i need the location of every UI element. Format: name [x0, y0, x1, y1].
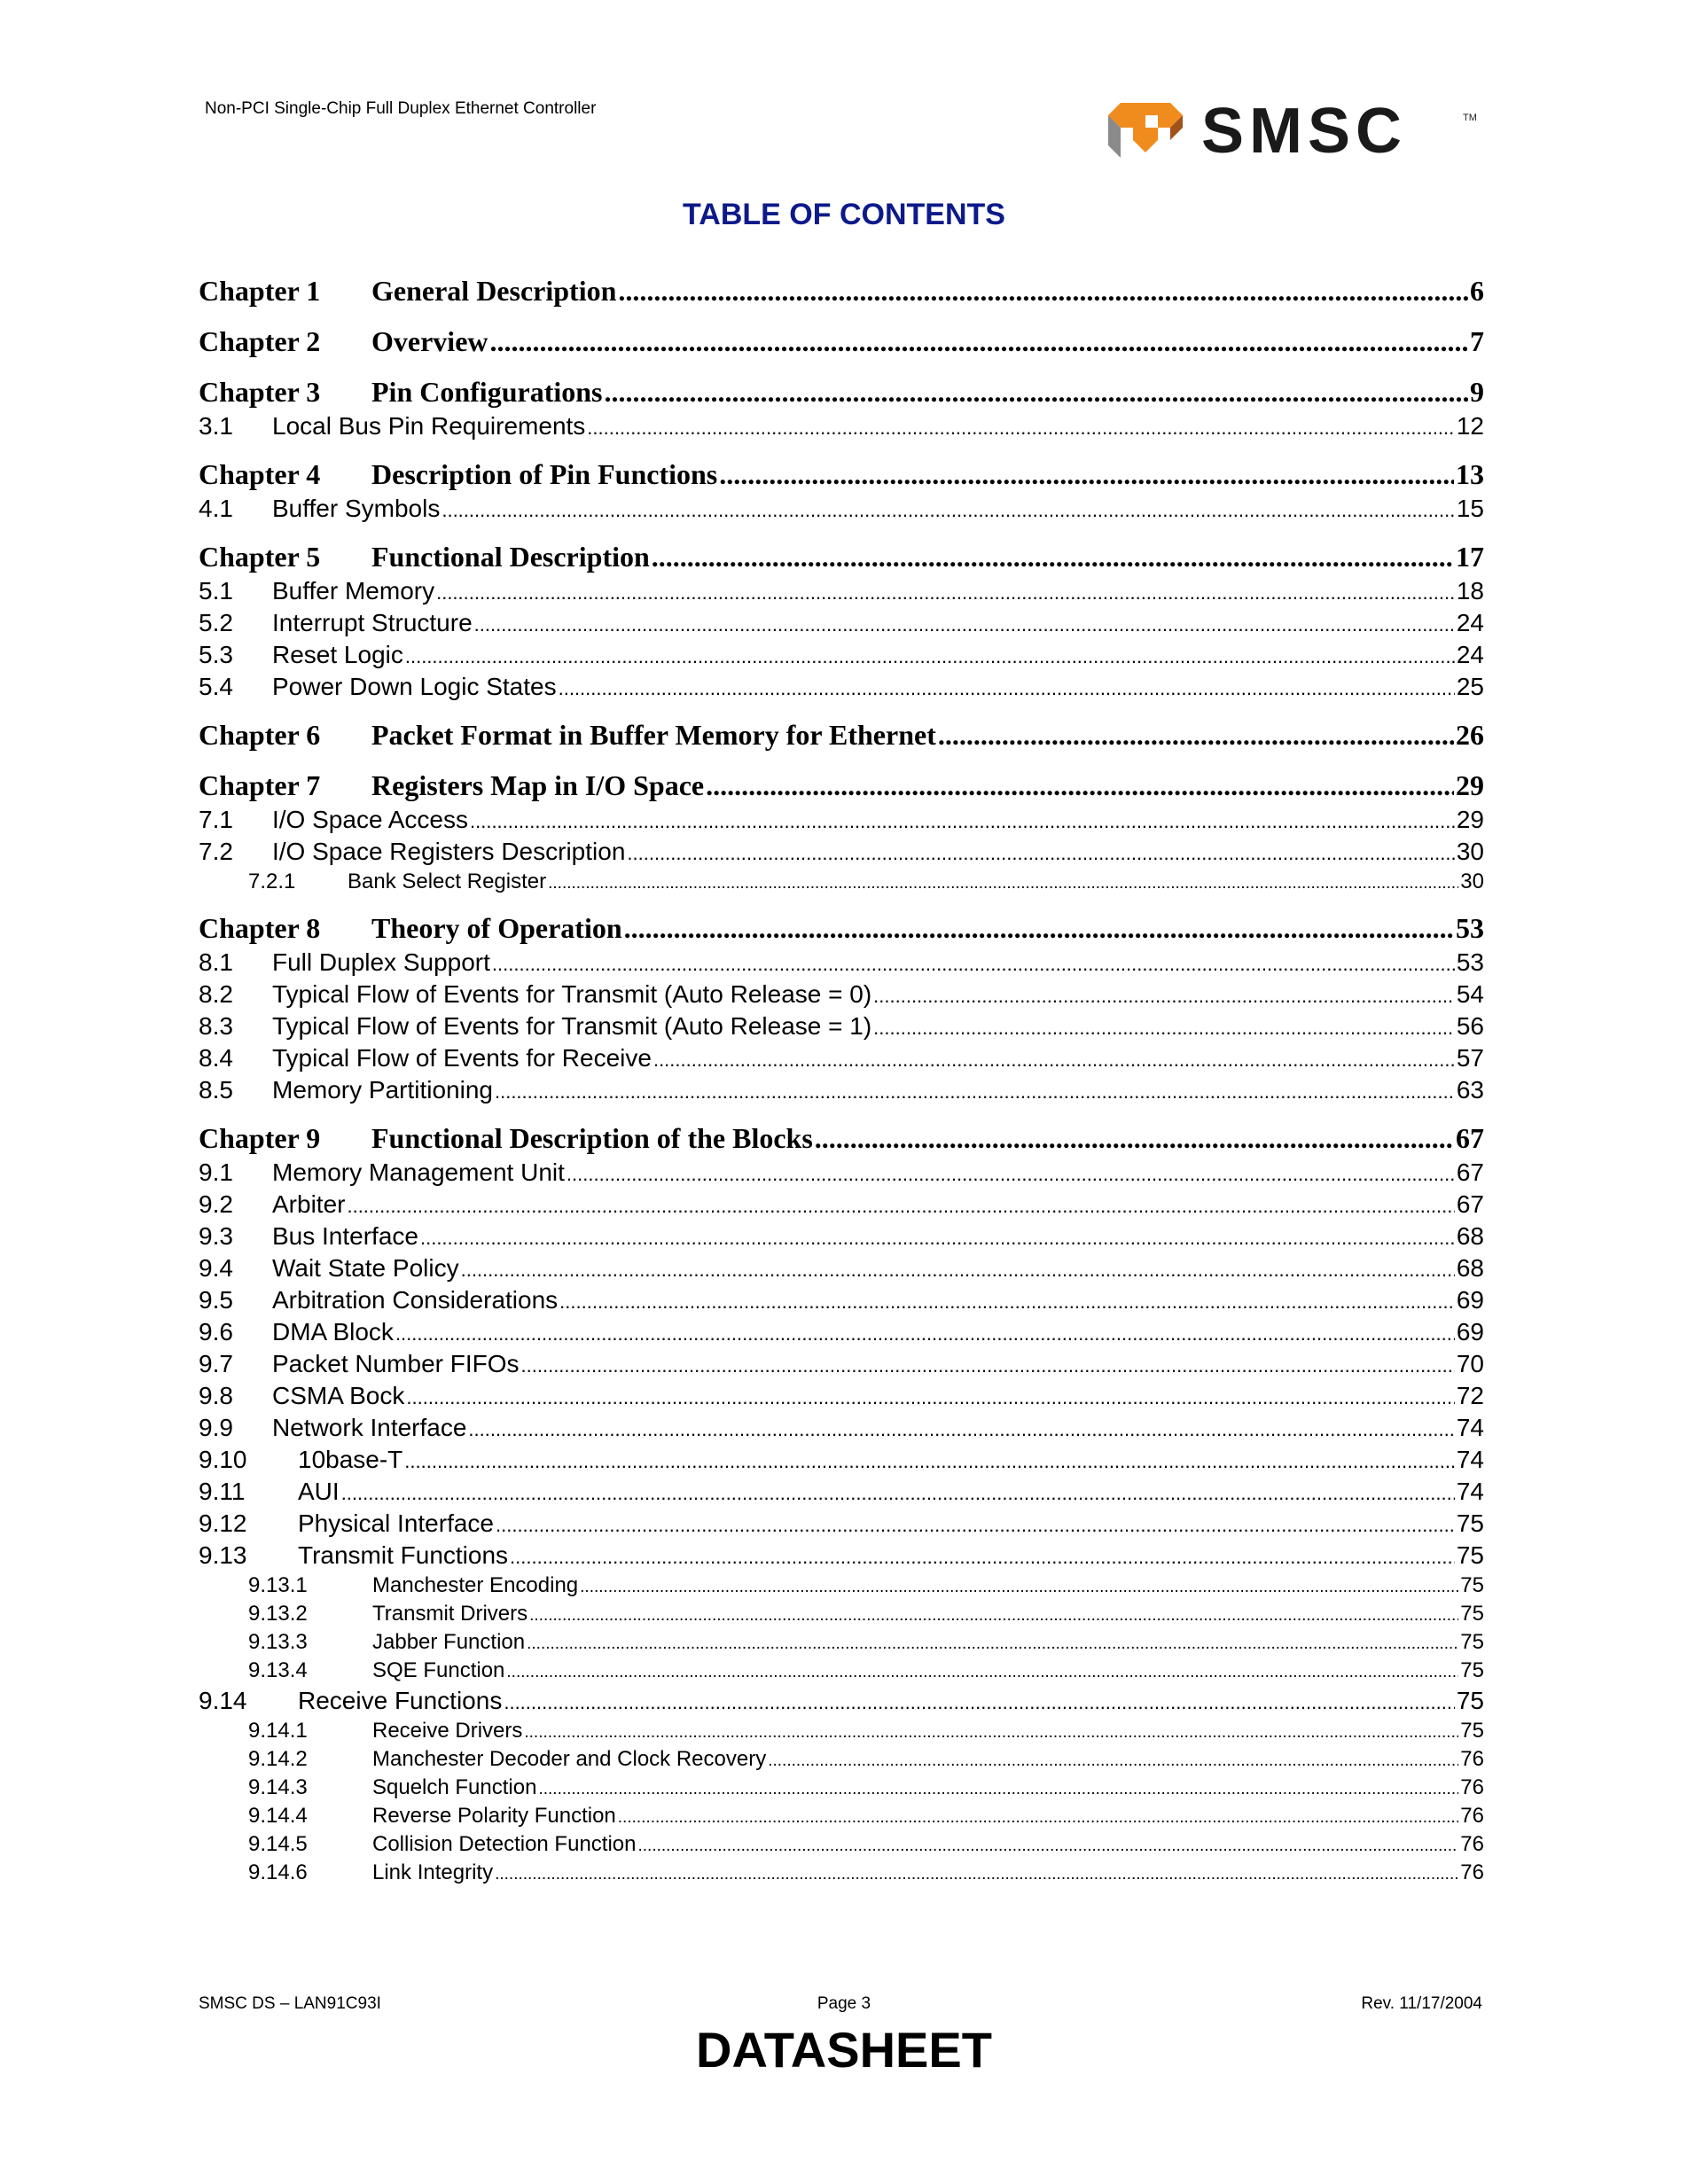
toc-dot-leader	[504, 1691, 1455, 1714]
toc-entry-number: 9.14.2	[248, 1747, 308, 1771]
toc-entry-title: Transmit Functions	[298, 1541, 509, 1569]
toc-entry-page: 76	[1460, 1747, 1484, 1771]
toc-dot-leader	[395, 1322, 1455, 1346]
toc-entry-number: 9.9	[199, 1414, 233, 1441]
toc-dot-leader	[938, 719, 1454, 752]
toc-entry-number: Chapter 4	[199, 458, 321, 490]
toc-entry-number: 9.14	[199, 1687, 247, 1714]
toc-entry-number: 9.6	[199, 1318, 233, 1346]
smsc-logo-text: SMSC	[1201, 96, 1408, 167]
toc-entry-page: 57	[1456, 1044, 1484, 1072]
toc-dot-leader	[506, 1663, 1458, 1682]
toc-dot-leader	[768, 1751, 1458, 1771]
toc-chapter-entry[interactable]	[199, 912, 1484, 948]
toc-entry-page: 76	[1460, 1804, 1484, 1828]
toc-entry-number: 9.13.1	[248, 1573, 308, 1597]
toc-entry[interactable]	[199, 1478, 1484, 1509]
toc-entry-number: 9.14.4	[248, 1804, 308, 1828]
toc-entry-title: SQE Function	[372, 1658, 505, 1682]
toc-entry-page: 74	[1456, 1414, 1484, 1441]
toc-entry-page: 13	[1456, 458, 1484, 490]
toc-entry-page: 69	[1456, 1318, 1484, 1346]
toc-entry-title: Power Down Logic States	[272, 673, 557, 700]
toc-entry-number: 9.5	[199, 1286, 233, 1314]
toc-dot-leader	[492, 953, 1455, 976]
toc-dot-leader	[510, 1546, 1455, 1569]
toc-entry-number: 9.11	[199, 1478, 246, 1505]
toc-entry[interactable]	[199, 577, 1484, 609]
toc-entry-title: Wait State Policy	[272, 1254, 459, 1282]
toc-entry-page: 53	[1456, 948, 1484, 976]
toc-entry-page: 75	[1456, 1541, 1484, 1569]
toc-entry-number: 9.13.2	[248, 1602, 308, 1626]
toc-dot-leader	[468, 1418, 1454, 1441]
toc-entry-number: Chapter 9	[199, 1122, 321, 1154]
toc-dot-leader	[347, 1195, 1454, 1218]
toc-entry-number: 8.5	[199, 1076, 233, 1104]
toc-entry[interactable]	[199, 1350, 1484, 1382]
toc-dot-leader	[461, 1259, 1455, 1282]
toc-entry[interactable]	[199, 673, 1484, 705]
toc-entry-title: Physical Interface	[298, 1509, 494, 1537]
toc-dot-leader	[604, 376, 1468, 409]
toc-entry-number: 9.13.3	[248, 1630, 308, 1654]
toc-dot-leader	[624, 912, 1454, 945]
toc-entry[interactable]	[199, 1446, 1484, 1478]
toc-entry-page: 75	[1456, 1687, 1484, 1714]
toc-entry-page: 76	[1460, 1860, 1484, 1884]
toc-entry[interactable]	[199, 1775, 1484, 1804]
toc-dot-leader	[474, 613, 1455, 636]
toc-entry-number: 7.2.1	[248, 870, 296, 893]
toc-entry-title: AUI	[298, 1478, 340, 1505]
toc-dot-leader	[420, 1227, 1455, 1250]
toc-entry[interactable]	[199, 1573, 1484, 1602]
toc-entry-title: Collision Detection Function	[372, 1832, 637, 1856]
toc-entry-number: 7.1	[199, 806, 233, 833]
toc-entry-page: 24	[1456, 641, 1484, 668]
toc-entry[interactable]	[199, 1044, 1484, 1076]
toc-entry-number: 9.12	[199, 1509, 247, 1537]
toc-entry[interactable]	[199, 838, 1484, 870]
toc-entry-title: Functional Description of the Blocks	[371, 1122, 813, 1154]
footer-doc-id: SMSC DS – LAN91C93I	[199, 1994, 381, 2013]
toc-entry[interactable]	[199, 609, 1484, 641]
toc-entry[interactable]	[199, 1414, 1484, 1446]
toc-entry-page: 69	[1456, 1286, 1484, 1314]
toc-entry-page: 68	[1456, 1222, 1484, 1250]
toc-dot-leader	[587, 417, 1455, 440]
toc-entry[interactable]	[199, 806, 1484, 838]
toc-entry-number: Chapter 6	[199, 719, 321, 751]
toc-entry-title: Network Interface	[272, 1414, 467, 1441]
toc-dot-leader	[442, 499, 1455, 522]
toc-entry-title: Theory of Operation	[371, 912, 622, 944]
toc-entry-title: Memory Partitioning	[272, 1076, 493, 1104]
toc-dot-leader	[559, 677, 1455, 700]
toc-entry-number: 9.10	[199, 1446, 247, 1473]
toc-chapter-entry[interactable]	[199, 1122, 1484, 1158]
toc-entry-title: Typical Flow of Events for Transmit (Auto Release = 1)	[272, 1012, 872, 1040]
toc-entry[interactable]	[199, 1158, 1484, 1190]
toc-entry-title: Pin Configurations	[371, 376, 603, 408]
toc-entry-page: 75	[1460, 1658, 1484, 1682]
toc-dot-leader	[529, 1606, 1458, 1626]
toc-entry-page: 63	[1456, 1076, 1484, 1104]
toc-entry-page: 25	[1456, 673, 1484, 700]
toc-entry-number: 9.13.4	[248, 1658, 308, 1682]
toc-entry-page: 67	[1456, 1190, 1484, 1218]
toc-entry-page: 9	[1470, 376, 1484, 408]
toc-chapter-entry[interactable]	[199, 325, 1484, 362]
toc-dot-leader	[521, 1354, 1455, 1377]
toc-entry-number: Chapter 8	[199, 912, 321, 944]
toc-entry-title: I/O Space Access	[272, 806, 468, 833]
toc-entry[interactable]	[199, 1804, 1484, 1832]
toc-entry-title: Functional Description	[371, 541, 650, 573]
toc-entry-page: 74	[1456, 1478, 1484, 1505]
toc-dot-leader	[496, 1514, 1455, 1537]
toc-entry-title: Manchester Decoder and Clock Recovery	[372, 1747, 767, 1771]
toc-entry-title: Overview	[371, 325, 488, 357]
toc-entry[interactable]	[199, 412, 1484, 444]
toc-entry-page: 76	[1460, 1832, 1484, 1856]
toc-chapter-entry[interactable]	[199, 769, 1484, 806]
toc-entry-title: Packet Format in Buffer Memory for Ethernet	[371, 719, 936, 751]
toc-dot-leader	[618, 275, 1468, 308]
toc-entry[interactable]	[199, 1602, 1484, 1630]
toc-entry[interactable]	[199, 1687, 1484, 1719]
toc-entry[interactable]	[199, 1860, 1484, 1889]
toc-entry-title: Receive Drivers	[372, 1719, 523, 1743]
toc-entry-page: 75	[1460, 1719, 1484, 1743]
toc-entry-number: 9.7	[199, 1350, 233, 1377]
toc-entry-page: 75	[1456, 1509, 1484, 1537]
toc-entry-page: 54	[1456, 980, 1484, 1008]
toc-entry-title: Arbitration Considerations	[272, 1286, 559, 1314]
toc-entry-number: 9.8	[199, 1382, 233, 1409]
toc-entry[interactable]	[199, 1254, 1484, 1286]
toc-entry[interactable]	[199, 980, 1484, 1012]
toc-dot-leader	[627, 842, 1454, 865]
toc-entry-title: Typical Flow of Events for Receive	[272, 1044, 652, 1072]
toc-dot-leader	[873, 985, 1455, 1008]
toc-entry[interactable]	[199, 948, 1484, 980]
toc-dot-leader	[580, 1578, 1458, 1597]
toc-chapter-entry[interactable]	[199, 541, 1484, 577]
toc-entry-title: Jabber Function	[372, 1630, 526, 1654]
toc-entry-page: 70	[1456, 1350, 1484, 1377]
toc-entry-title: Full Duplex Support	[272, 948, 490, 976]
toc-entry-title: Local Bus Pin Requirements	[272, 412, 586, 440]
toc-entry-page: 18	[1456, 577, 1484, 604]
toc-dot-leader	[527, 1634, 1458, 1654]
toc-entry-page: 76	[1460, 1775, 1484, 1799]
toc-entry[interactable]	[199, 1318, 1484, 1350]
toc-dot-leader	[524, 1723, 1458, 1743]
toc-entry-page: 6	[1470, 275, 1484, 307]
toc-entry[interactable]	[199, 870, 1484, 898]
toc-heading: TABLE OF CONTENTS	[683, 198, 1005, 231]
toc-entry-page: 7	[1470, 325, 1484, 357]
toc-entry-title: Manchester Encoding	[372, 1573, 579, 1597]
toc-chapter-entry[interactable]	[199, 275, 1484, 311]
toc-dot-leader	[719, 458, 1454, 491]
toc-dot-leader	[618, 1808, 1459, 1828]
toc-dot-leader	[436, 581, 1455, 604]
toc-entry-number: 9.2	[199, 1190, 233, 1218]
toc-entry[interactable]	[199, 1076, 1484, 1108]
footer-datasheet-mark: DATASHEET	[696, 2022, 992, 2078]
toc-entry-number: Chapter 5	[199, 541, 321, 573]
toc-entry-title: Squelch Function	[372, 1775, 537, 1799]
toc-entry-title: Buffer Symbols	[272, 495, 441, 522]
toc-dot-leader	[559, 1291, 1455, 1314]
toc-entry-page: 17	[1456, 541, 1484, 573]
toc-entry[interactable]	[199, 1719, 1484, 1747]
toc-entry-number: 9.14.3	[248, 1775, 308, 1799]
toc-dot-leader	[653, 1049, 1455, 1072]
toc-entry-title: I/O Space Registers Description	[272, 838, 626, 865]
toc-entry-title: 10base-T	[298, 1446, 403, 1473]
toc-entry-number: 8.1	[199, 948, 233, 976]
toc-entry[interactable]	[199, 1747, 1484, 1775]
toc-entry[interactable]	[199, 1222, 1484, 1254]
toc-dot-leader	[341, 1482, 1455, 1505]
toc-entry-number: 9.14.1	[248, 1719, 308, 1743]
toc-entry-page: 30	[1456, 838, 1484, 865]
toc-entry-number: 9.13	[199, 1541, 247, 1569]
toc-entry-page: 56	[1456, 1012, 1484, 1040]
toc-entry-number: 9.4	[199, 1254, 233, 1282]
toc-entry-number: Chapter 3	[199, 376, 321, 408]
toc-entry-page: 24	[1456, 609, 1484, 636]
toc-entry-page: 53	[1456, 912, 1484, 944]
toc-entry-page: 72	[1456, 1382, 1484, 1409]
toc-dot-leader	[637, 1837, 1458, 1856]
toc-entry-number: 8.3	[199, 1012, 233, 1040]
toc-dot-leader	[652, 541, 1454, 573]
toc-entry-page: 67	[1456, 1122, 1484, 1154]
toc-entry[interactable]	[199, 1012, 1484, 1044]
toc-entry-title: Buffer Memory	[272, 577, 435, 604]
toc-entry-title: Interrupt Structure	[272, 609, 473, 636]
toc-entry-title: Packet Number FIFOs	[272, 1350, 520, 1377]
toc-dot-leader	[490, 325, 1469, 358]
toc-entry-title: Transmit Drivers	[372, 1602, 528, 1626]
footer-revision: Rev. 11/17/2004	[1361, 1994, 1482, 2013]
smsc-logo	[1108, 96, 1481, 167]
toc-entry-number: Chapter 1	[199, 275, 321, 307]
toc-entry-number: 9.1	[199, 1158, 233, 1186]
toc-entry[interactable]	[199, 1630, 1484, 1658]
toc-dot-leader	[567, 1163, 1455, 1186]
toc-chapter-entry[interactable]	[199, 458, 1484, 495]
toc-entry[interactable]	[199, 1286, 1484, 1318]
toc-entry-page: 75	[1460, 1630, 1484, 1654]
toc-dot-leader	[405, 645, 1455, 668]
toc-entry-number: 9.14.5	[248, 1832, 308, 1856]
toc-chapter-entry[interactable]	[199, 719, 1484, 755]
toc-entry-page: 15	[1456, 495, 1484, 522]
toc-dot-leader	[873, 1017, 1455, 1040]
toc-entry-page: 68	[1456, 1254, 1484, 1282]
toc-entry-number: 5.3	[199, 641, 233, 668]
toc-entry-title: Receive Functions	[298, 1687, 503, 1714]
toc-dot-leader	[815, 1122, 1454, 1155]
toc-entry-page: 67	[1456, 1158, 1484, 1186]
toc-entry-number: 9.14.6	[248, 1860, 308, 1884]
toc-entry-number: Chapter 7	[199, 769, 321, 801]
toc-entry-page: 30	[1460, 870, 1484, 893]
toc-entry-number: 4.1	[199, 495, 233, 522]
toc-entry[interactable]	[199, 495, 1484, 526]
toc-entry[interactable]	[199, 641, 1484, 673]
toc-dot-leader	[470, 810, 1455, 833]
toc-entry-number: 5.4	[199, 673, 233, 700]
toc-dot-leader	[706, 769, 1454, 802]
toc-entry-page: 75	[1460, 1573, 1484, 1597]
toc-entry-number: 8.4	[199, 1044, 233, 1072]
toc-dot-leader	[548, 874, 1458, 893]
toc-entry-number: 9.3	[199, 1222, 233, 1250]
toc-entry-page: 26	[1456, 719, 1484, 751]
toc-dot-leader	[406, 1386, 1454, 1409]
toc-entry-title: Bank Select Register	[348, 870, 547, 893]
toc-entry-title: Reset Logic	[272, 641, 403, 668]
toc-chapter-entry[interactable]	[199, 376, 1484, 412]
toc-entry-title: CSMA Bock	[272, 1382, 405, 1409]
toc-entry-number: 8.2	[199, 980, 233, 1008]
toc-entry-title: Memory Management Unit	[272, 1158, 565, 1186]
toc-entry-title: Typical Flow of Events for Transmit (Auto Release = 0)	[272, 980, 872, 1008]
smsc-logo-tm: TM	[1463, 113, 1477, 123]
toc-entry-number: Chapter 2	[199, 325, 321, 357]
toc-dot-leader	[495, 1080, 1455, 1104]
toc-entry[interactable]	[199, 1382, 1484, 1414]
toc-entry[interactable]	[199, 1509, 1484, 1541]
toc-entry-page: 29	[1456, 806, 1484, 833]
document-header-title: Non-PCI Single-Chip Full Duplex Ethernet Controller	[205, 99, 597, 118]
toc-entry-title: General Description	[371, 275, 617, 307]
toc-entry-title: Registers Map in I/O Space	[371, 769, 705, 801]
toc-entry-page: 75	[1460, 1602, 1484, 1626]
toc-entry-page: 12	[1456, 412, 1484, 440]
toc-entry[interactable]	[199, 1658, 1484, 1687]
footer-page-number: Page 3	[817, 1994, 871, 2013]
toc-entry-title: Description of Pin Functions	[371, 458, 718, 490]
toc-entry[interactable]	[199, 1832, 1484, 1860]
toc-entry-number: 5.2	[199, 609, 233, 636]
toc-entry-number: 5.1	[199, 577, 233, 604]
toc-entry[interactable]	[199, 1541, 1484, 1573]
toc-entry-number: 7.2	[199, 838, 233, 865]
toc-entry-page: 74	[1456, 1446, 1484, 1473]
toc-entry-title: DMA Block	[272, 1318, 394, 1346]
toc-entry-page: 29	[1456, 769, 1484, 801]
toc-entry-title: Reverse Polarity Function	[372, 1804, 616, 1828]
toc-entry-title: Bus Interface	[272, 1222, 418, 1250]
toc-entry-title: Link Integrity	[372, 1860, 494, 1884]
table-of-contents	[199, 275, 1484, 1889]
smsc-logo-mark	[1108, 103, 1183, 158]
toc-dot-leader	[495, 1865, 1458, 1884]
toc-entry-title: Arbiter	[272, 1190, 346, 1218]
toc-dot-leader	[538, 1780, 1458, 1799]
toc-dot-leader	[404, 1450, 1455, 1473]
toc-entry[interactable]	[199, 1190, 1484, 1222]
toc-entry-number: 3.1	[199, 412, 233, 440]
